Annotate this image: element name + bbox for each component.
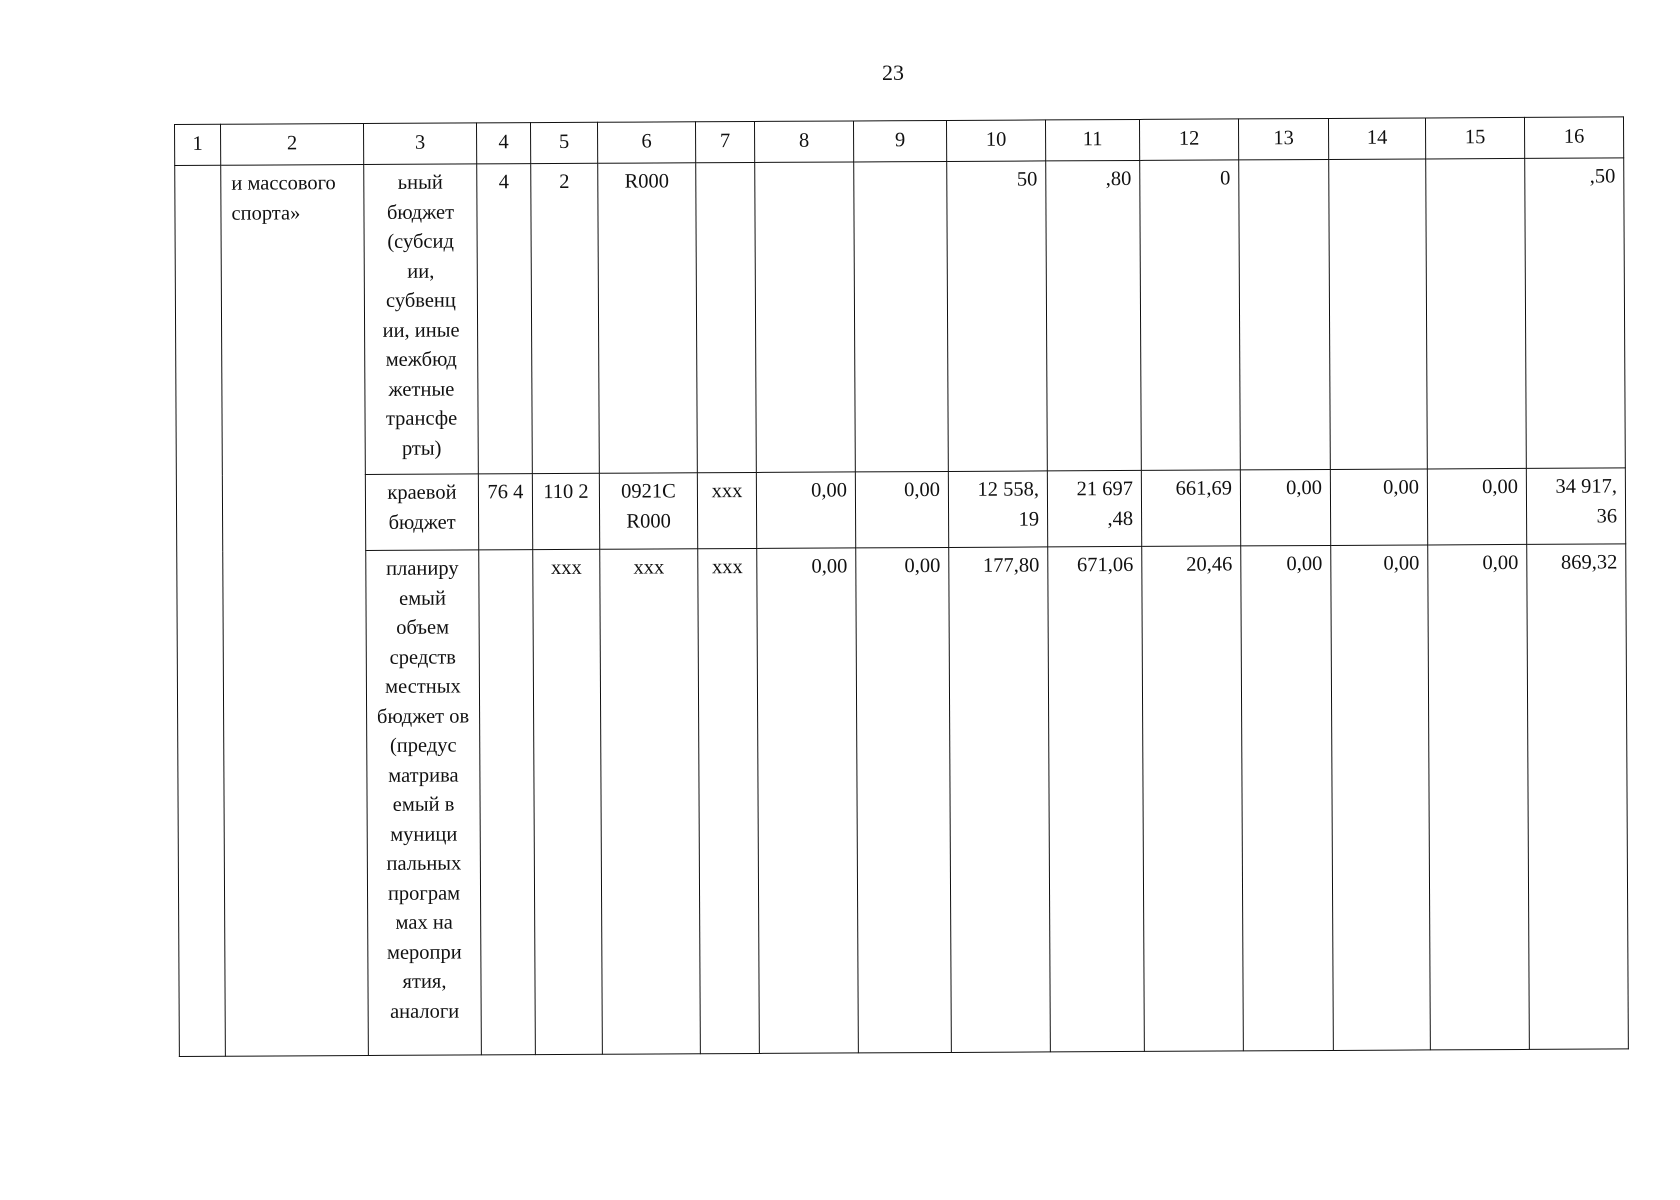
cell-col-12: 0 — [1140, 160, 1241, 471]
cell-col-5: 110 2 — [532, 473, 599, 549]
header-cell-3: 3 — [364, 123, 477, 165]
cell-col-15: 0,00 — [1428, 544, 1530, 1050]
cell-col-7: xxx — [697, 472, 756, 548]
table-row — [176, 468, 1625, 552]
cell-col-9 — [854, 161, 949, 471]
row-number-cell — [175, 165, 226, 1056]
cell-col-6: 0921C R000 — [599, 473, 697, 550]
header-cell-16: 16 — [1524, 117, 1623, 159]
program-name-cell: и массового спорта» — [221, 165, 369, 1057]
cell-col-8 — [755, 162, 856, 473]
cell-col-8: 0,00 — [757, 548, 859, 1054]
cell-col-13: 0,00 — [1240, 469, 1330, 545]
funding-source-cell: краевой бюджет — [365, 474, 478, 551]
cell-col-14: 0,00 — [1331, 545, 1431, 1051]
cell-col-13: 0,00 — [1241, 545, 1334, 1050]
cell-col-11: 21 697 ,48 — [1047, 470, 1141, 546]
cell-col-6: xxx — [600, 549, 701, 1055]
cell-col-10: 50 — [947, 161, 1048, 472]
header-cell-7: 7 — [695, 121, 754, 162]
header-cell-5: 5 — [530, 122, 597, 163]
cell-col-12: 661,69 — [1141, 470, 1240, 547]
cell-col-4 — [479, 550, 536, 1055]
cell-col-16: ,50 — [1525, 158, 1626, 469]
cell-col-12: 20,46 — [1142, 546, 1244, 1052]
cell-col-13 — [1239, 159, 1331, 469]
header-cell-14: 14 — [1328, 118, 1425, 160]
cell-col-10: 177,80 — [949, 547, 1051, 1053]
header-cell-9: 9 — [853, 120, 946, 161]
header-cell-4: 4 — [476, 123, 530, 164]
cell-col-7 — [696, 162, 757, 472]
cell-col-9: 0,00 — [856, 547, 952, 1052]
header-cell-8: 8 — [754, 121, 853, 163]
header-cell-2: 2 — [221, 124, 364, 166]
header-cell-15: 15 — [1425, 117, 1524, 159]
cell-col-9: 0,00 — [855, 471, 948, 547]
cell-col-16: 34 917, 36 — [1526, 468, 1625, 545]
cell-col-4: 4 — [477, 164, 533, 474]
header-cell-12: 12 — [1139, 119, 1238, 161]
cell-col-11: ,80 — [1046, 160, 1142, 470]
funding-source-cell: планиру емый объем средств местных бюджет ов (предус матрива емый в муници пальных програм мах на меропри ятия, аналоги — [366, 550, 482, 1056]
header-cell-6: 6 — [597, 122, 695, 164]
cell-col-7: xxx — [698, 548, 760, 1053]
cell-col-16: 869,32 — [1527, 544, 1629, 1050]
table-row — [177, 544, 1629, 1057]
cell-col-11: 671,06 — [1048, 546, 1145, 1051]
cell-col-14: 0,00 — [1330, 469, 1427, 546]
cell-col-4: 76 4 — [478, 474, 532, 550]
cell-col-5: 2 — [531, 163, 600, 473]
funding-source-cell: ьный бюджет (субсид ии, субвенц ии, иные межбюд жетные трансфе рты) — [364, 164, 479, 475]
header-cell-13: 13 — [1238, 118, 1328, 159]
budget-table — [174, 116, 1629, 1057]
cell-col-5: xxx — [533, 549, 603, 1054]
header-cell-10: 10 — [946, 120, 1045, 162]
cell-col-15: 0,00 — [1427, 468, 1526, 545]
header-cell-11: 11 — [1045, 119, 1139, 160]
page-number: 23 — [882, 60, 904, 85]
cell-col-8: 0,00 — [756, 472, 855, 549]
cell-col-10: 12 558, 19 — [948, 471, 1047, 548]
cell-col-6: R000 — [598, 163, 698, 474]
header-cell-1: 1 — [175, 124, 221, 165]
table-row — [175, 158, 1626, 476]
cell-col-15 — [1426, 158, 1527, 469]
cell-col-14 — [1329, 159, 1428, 470]
